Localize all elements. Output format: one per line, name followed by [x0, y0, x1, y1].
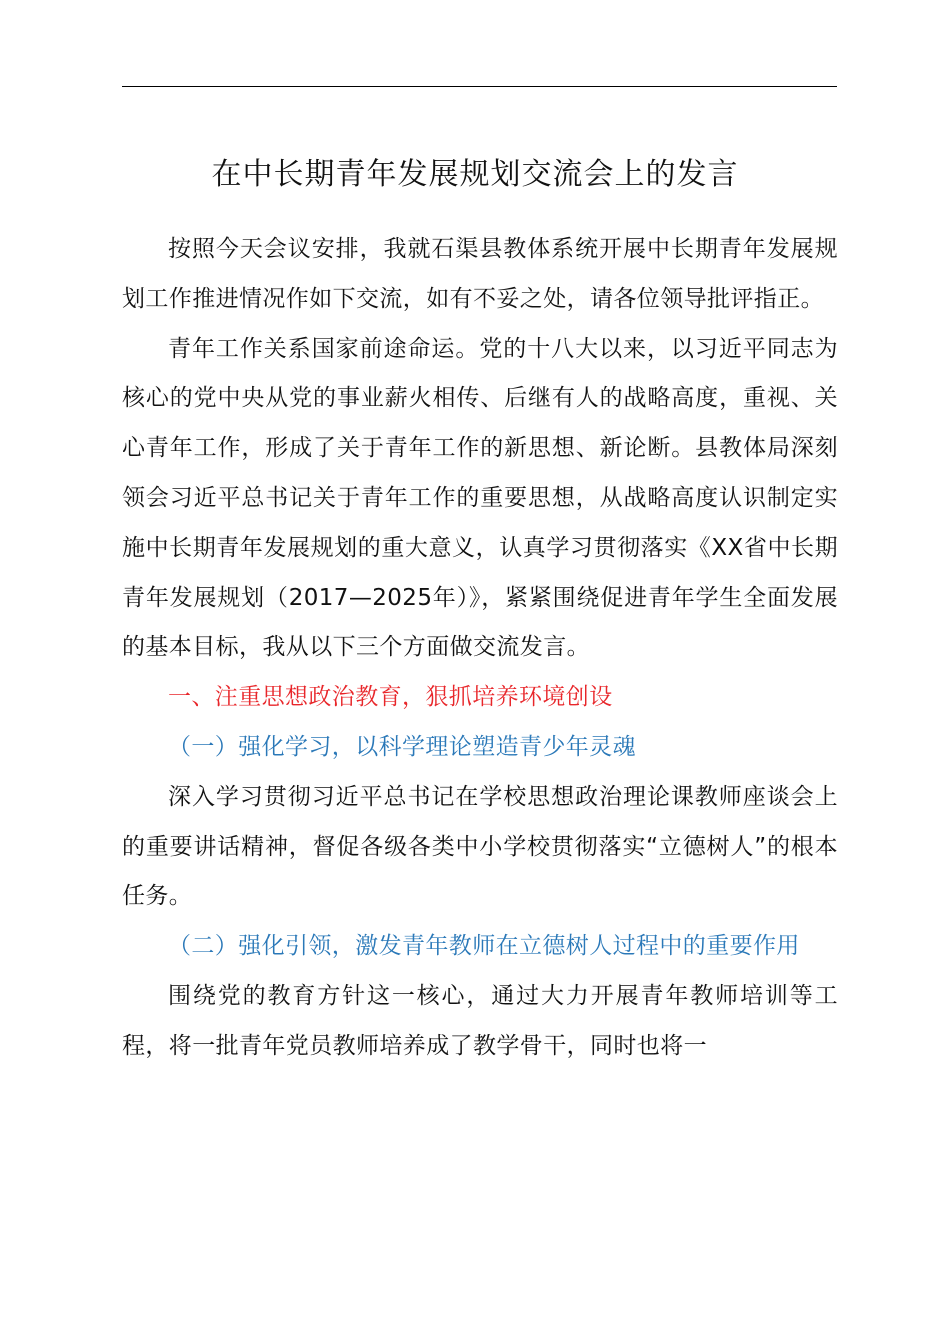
- subsection-1-body: 深入学习贯彻习近平总书记在学校思想政治理论课教师座谈会上的重要讲话精神，督促各级各类中小学校贯彻落实“立德树人”的根本任务。: [122, 783, 838, 910]
- subsection-2-heading: （二）强化引领，激发青年教师在立德树人过程中的重要作用: [168, 933, 800, 960]
- background-paragraph: 青年工作关系国家前途命运。党的十八大以来，以习近平同志为核心的党中央从党的事业薪火相传、后继有人的战略高度，重视、关心青年工作，形成了关于青年工作的新思想、新论断。县教体局深刻领会习近平总书记关于青年工作的重要思想，从战略高度认识制定实施中长期青年发展规划的重大意义，认真学习贯彻落实《XX省中长期青年发展规划（2017—2025年）》，紧紧围绕促进青年学生全面发展的基本目标，我从以下三个方面做交流发言。: [122, 335, 838, 661]
- header-rule: [122, 86, 837, 87]
- section-1-heading: 一、注重思想政治教育，狠抓培养环境创设: [168, 684, 613, 711]
- subsection-2-body: 围绕党的教育方针这一核心，通过大力开展青年教师培训等工程，将一批青年党员教师培养成了教学骨干，同时也将一: [122, 982, 838, 1059]
- subsection-1-heading: （一）强化学习，以科学理论塑造青少年灵魂: [168, 733, 636, 760]
- document-title: 在中长期青年发展规划交流会上的发言: [211, 157, 739, 192]
- intro-paragraph: 按照今天会议安排，我就石渠县教体系统开展中长期青年发展规划工作推进情况作如下交流，如有不妥之处，请各位领导批评指正。: [122, 236, 838, 312]
- document-body: [122, 225, 838, 1072]
